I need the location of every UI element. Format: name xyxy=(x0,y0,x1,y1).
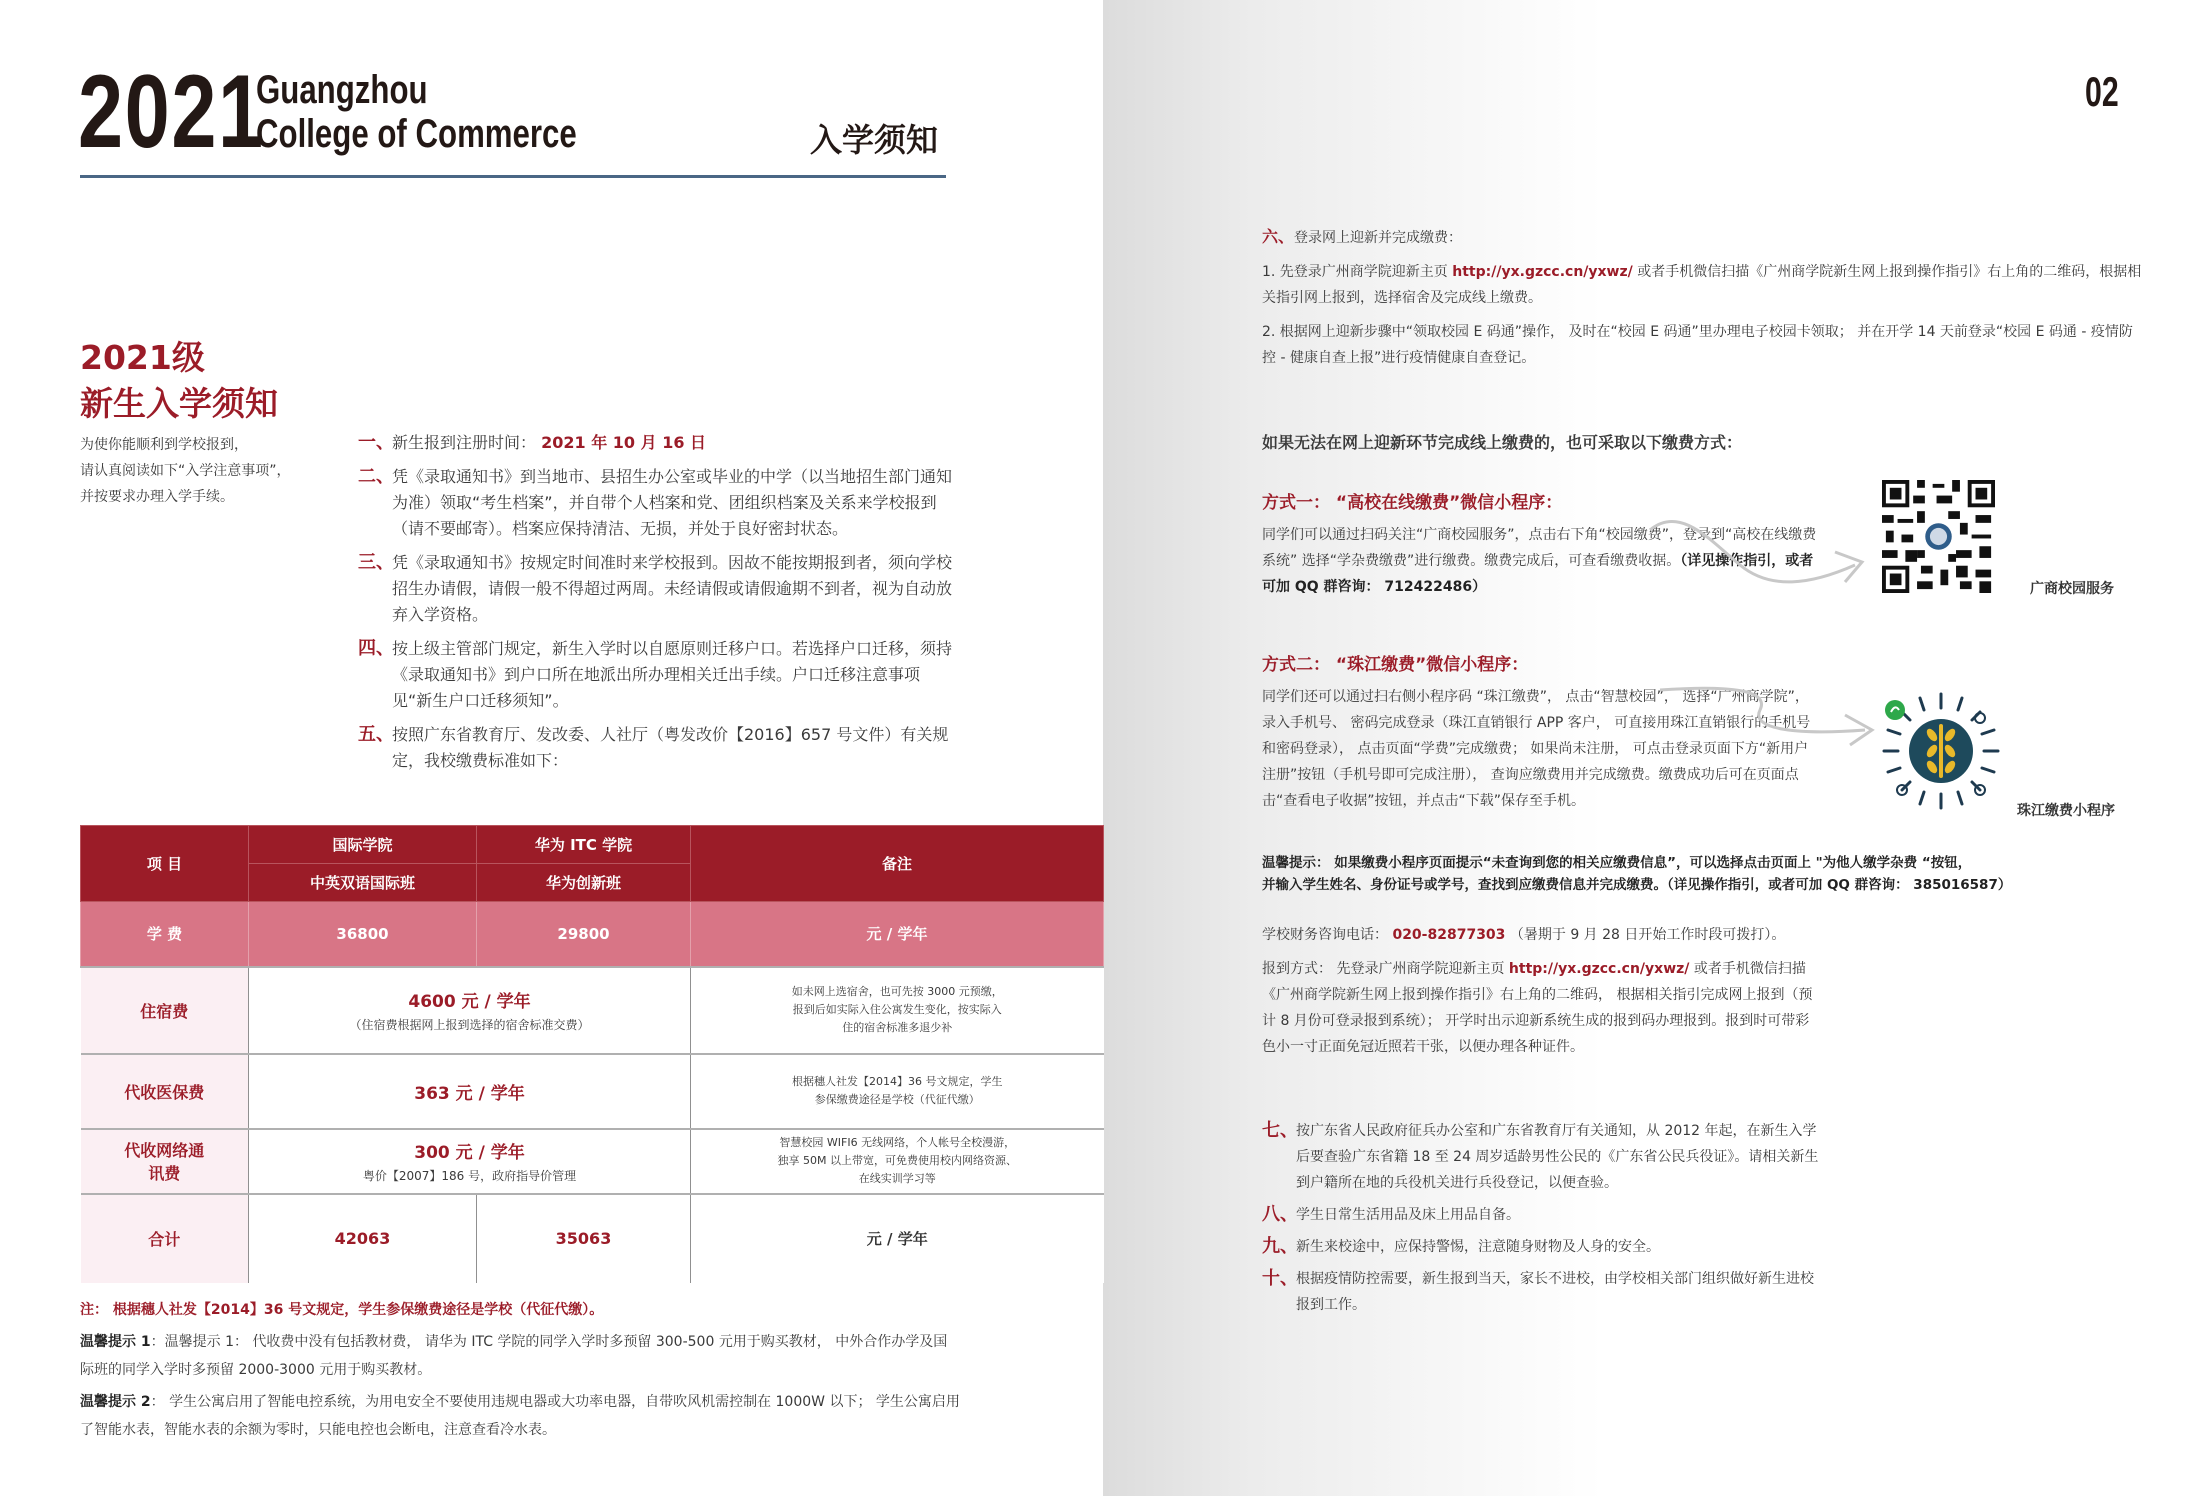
header-intl-class: 中英双语国际班 xyxy=(249,864,477,902)
finance-contact xyxy=(1262,922,1822,1060)
item-number: 十、 xyxy=(1262,1268,1298,1289)
row-label: 学 费 xyxy=(81,902,249,967)
remark-line: 参保缴费途径是学校（代征代缴） xyxy=(814,1093,980,1106)
notice-list-right xyxy=(1262,1118,1822,1324)
remark-line: 报到后如实际入住公寓发生变化，按实际入 xyxy=(792,1003,1002,1016)
list-item xyxy=(1262,1202,1822,1228)
qr-1-label: 广商校园服务 xyxy=(2030,581,2114,597)
dorm-amount: 4600 元 / 学年 xyxy=(408,992,531,1012)
network-sub: 粤价【2007】186 号，政府指导价管理 xyxy=(362,1169,577,1183)
table-row-tuition xyxy=(81,902,1104,967)
row-label: 住宿费 xyxy=(81,967,249,1054)
total-intl: 42063 xyxy=(249,1194,477,1283)
total-huawei: 35063 xyxy=(477,1194,691,1283)
intro-line: 并按要求办理入学手续。 xyxy=(80,489,234,505)
warm-tip-line: 并输入学生姓名、身份证号或学号，查找到应缴费信息并完成缴费。（详见操作指引，或者可加 QQ 群咨询： 385016587） xyxy=(1262,877,2012,893)
insurance-note: 注： 根据穗人社发【2014】36 号文规定，学生参保缴费途径是学校（代征代缴）。 xyxy=(80,1302,604,1318)
notice-list-left xyxy=(358,430,958,782)
intro-line: 为使你能顺利到学校报到， xyxy=(80,437,248,453)
item-number: 八、 xyxy=(1262,1204,1298,1225)
header-intl-college: 国际学院 xyxy=(249,826,477,864)
list-item xyxy=(1262,1266,1822,1318)
section-six xyxy=(1262,224,2142,371)
remark-line: 在线实训学习等 xyxy=(858,1172,936,1185)
phone-note: （暑期于 9 月 28 日开始工作时段可拨打）。 xyxy=(1505,927,1786,943)
title-line-2: 新生入学须知 xyxy=(80,384,278,423)
label-line: 讯费 xyxy=(148,1164,181,1183)
network-remark xyxy=(691,1129,1104,1194)
college-line-2: College of Commerce xyxy=(256,112,577,156)
network-amount-cell xyxy=(249,1129,691,1194)
item-number: 九、 xyxy=(1262,1236,1298,1257)
row-label: 合计 xyxy=(81,1194,249,1283)
header-remark: 备注 xyxy=(691,826,1104,902)
curved-arrow-icon xyxy=(1650,680,1890,760)
table-row-dorm xyxy=(81,967,1104,1054)
curved-arrow-icon xyxy=(1640,510,1880,600)
item-text: 新生报到注册时间： xyxy=(392,433,537,452)
list-item xyxy=(358,636,958,714)
item-number: 五、 xyxy=(358,724,394,745)
page-title xyxy=(80,335,278,427)
item-text: 凭《录取通知书》按规定时间准时来学校报到。因故不能按期报到者，须向学校招生办请假，请假一般不得超过两周。未经请假或请假逾期不到者，视为自动放弃入学资格。 xyxy=(392,553,953,624)
report-method xyxy=(1262,956,1822,1060)
remark-line: 智慧校园 WIFI6 无线网络，个人帐号全校漫游， xyxy=(779,1136,1016,1149)
tip-label: 温馨提示 2 xyxy=(80,1394,151,1410)
list-item xyxy=(358,430,958,456)
table-row-total xyxy=(81,1194,1104,1283)
tip-2 xyxy=(80,1388,960,1444)
table-footnotes xyxy=(80,1296,960,1448)
list-item xyxy=(1262,1118,1822,1196)
tip-text: ：温馨提示 1： 代收费中没有包括教材费， 请华为 ITC 学院的同学入学时多预留 300-500 元用于购买教材， 中外合作办学及国际班的同学入学时多预留 2000-3000 元用于购买教材。 xyxy=(80,1334,948,1378)
step-2: 2. 根据网上迎新步骤中“领取校园 E 码通”操作， 及时在“校园 E 码通”里办理电子校园卡领取； 并在开学 14 天前登录“校园 E 码通 - 疫情防控 - 健康自查上报”进行疫情健康自查登记。 xyxy=(1262,324,2133,366)
tuition-remark: 元 / 学年 xyxy=(691,902,1104,967)
method-text: 同学们可以通过扫码关注“广商校园服务”，点击右下角“校园缴费”，登录到“高校在线缴费系统” 选择“学杂费缴费”进行缴费。缴费完成后，可查看缴费收据。 xyxy=(1262,527,1817,569)
list-item xyxy=(358,464,958,542)
alt-payment-heading: 如果无法在网上迎新环节完成线上缴费的，也可采取以下缴费方式： xyxy=(1262,433,1743,452)
tip-text: ： 学生公寓启用了智能电控系统，为用电安全不要使用违规电器或大功率电器，自带吹风机需控制在 1000W 以下； 学生公寓启用了智能水表，智能水表的余额为零时，只能电控也会断电，注意查看冷水表。 xyxy=(80,1394,960,1438)
list-item xyxy=(358,722,958,774)
header-year: 2021 xyxy=(78,54,265,170)
header-item: 项 目 xyxy=(81,826,249,902)
finance-phone: 020-82877303 xyxy=(1392,927,1506,943)
table-header-row xyxy=(81,826,1104,864)
item-text: 按上级主管部门规定，新生入学时以自愿原则迁移户口。若选择户口迁移，须持《录取通知书》到户口所在地派出所办理相关迁出手续。户口迁移注意事项见“新生户口迁移须知”。 xyxy=(392,639,953,710)
section-title: 登录网上迎新并完成缴费： xyxy=(1294,230,1463,246)
qr-code-campus-service xyxy=(1882,480,1995,593)
item-number: 七、 xyxy=(1262,1120,1298,1141)
row-label xyxy=(81,1129,249,1194)
label-line: 代收网络通 xyxy=(124,1141,205,1160)
method-1-title: 方式一： “高校在线缴费”微信小程序： xyxy=(1262,493,1563,513)
medical-amount: 363 元 / 学年 xyxy=(414,1083,525,1104)
list-item xyxy=(358,550,958,628)
tuition-huawei: 29800 xyxy=(477,902,691,967)
item-text: 根据疫情防控需要，新生报到当天，家长不进校，由学校相关部门组织做好新生进校报到工作。 xyxy=(1296,1271,1814,1313)
tip-label: 温馨提示 1 xyxy=(80,1334,151,1350)
item-number: 四、 xyxy=(358,638,394,659)
report-text: 或者手机微信扫描《广州商学院新生网上报到操作指引》右上角的二维码， 根据相关指引完成网上报到（预计 8 月份可登录报到系统）； 开学时出示迎新系统生成的报到码办理报到。报到时可带彩色小一寸正面免冠近照若干张，以便办理各种证件。 xyxy=(1262,961,1813,1055)
medical-amount-cell xyxy=(249,1054,691,1129)
header-divider xyxy=(80,175,946,178)
tuition-intl: 36800 xyxy=(249,902,477,967)
qr-2-label: 珠江缴费小程序 xyxy=(2017,803,2115,819)
item-text: 按照广东省教育厅、发改委、人社厅（粤发改价【2016】657 号文件）有关规定，我校缴费标准如下： xyxy=(392,725,949,770)
dorm-amount-cell xyxy=(249,967,691,1054)
table-row-network xyxy=(81,1129,1104,1194)
intro-line: 请认真阅读如下“入学注意事项”， xyxy=(80,463,291,479)
item-text: 按广东省人民政府征兵办公室和广东省教育厅有关通知，从 2012 年起，在新生入学后要查验广东省籍 18 至 24 周岁适龄男性公民的《广东省公民兵役证》。请相关新生到户籍所在地的兵役机关进行兵役登记，以便查验。 xyxy=(1296,1123,1819,1191)
table-row-medical xyxy=(81,1054,1104,1129)
row-label: 代收医保费 xyxy=(81,1054,249,1129)
mini-program-code-zhujiang xyxy=(1880,690,2002,812)
enrollment-url-link[interactable]: http://yx.gzcc.cn/yxwz/ xyxy=(1452,264,1633,280)
fee-table xyxy=(80,825,1104,1283)
title-line-1: 2021级 xyxy=(80,338,205,377)
header-college-name xyxy=(256,68,577,156)
remark-line: 根据穗人社发【2014】36 号文规定，学生 xyxy=(792,1075,1003,1088)
step-text: 或者手机微信扫描《广州商学院新生网上报到操作指引》右上角的二维码，根据相关指引网上报到，选择宿舍及完成线上缴费。 xyxy=(1262,264,2142,306)
step-text: 1. 先登录广州商学院迎新主页 xyxy=(1262,264,1453,280)
item-text: 新生来校途中，应保持警惕，注意随身财物及人身的安全。 xyxy=(1296,1239,1660,1255)
registration-date: 2021 年 10 月 16 日 xyxy=(541,433,707,452)
item-number: 二、 xyxy=(358,466,394,487)
header-huawei-college: 华为 ITC 学院 xyxy=(477,826,691,864)
intro-text xyxy=(80,432,340,510)
mini-program-code-icon xyxy=(1880,690,2002,812)
header-section-title: 入学须知 xyxy=(810,121,939,159)
medical-remark xyxy=(691,1054,1104,1129)
qq-group-info: （详见操作指引，或者可加 QQ 群咨询： 712422486） xyxy=(1262,553,1814,595)
warm-tip xyxy=(1262,852,2202,896)
phone-label: 学校财务咨询电话： xyxy=(1262,927,1393,943)
item-text: 凭《录取通知书》到当地市、县招生办公室或毕业的中学（以当地招生部门通知为准）领取“考生档案”，并自带个人档案和党、团组织档案及关系来学校报到（请不要邮寄）。档案应保持清洁、无损，并处于良好密封状态。 xyxy=(392,467,953,538)
warm-tip-line: 温馨提示： 如果缴费小程序页面提示“未查询到您的相关应缴费信息”，可以选择点击页面上 "为他人缴学杂费 “按钮， xyxy=(1262,855,1972,871)
report-text: 报到方式： 先登录广州商学院迎新主页 xyxy=(1262,961,1509,977)
dorm-remark xyxy=(691,967,1104,1054)
dorm-sub: （住宿费根据网上报到选择的宿舍标准交费） xyxy=(349,1018,590,1032)
item-number: 三、 xyxy=(358,552,394,573)
item-number: 六、 xyxy=(1262,227,1295,246)
page-number: 02 xyxy=(2085,68,2119,115)
list-item xyxy=(1262,1234,1822,1260)
remark-line: 独享 50M 以上带宽，可免费使用校内网络资源、 xyxy=(777,1154,1017,1167)
tip-1 xyxy=(80,1328,960,1384)
step-1 xyxy=(1262,259,2142,311)
item-number: 一、 xyxy=(358,432,394,453)
remark-line: 如未网上选宿舍，也可先按 3000 元预缴， xyxy=(791,985,1003,998)
method-2-text: 同学们还可以通过扫右侧小程序码 “珠江缴费”， 点击“智慧校园”， 选择“广州商学院”， 录入手机号、 密码完成登录（珠江直销银行 APP 客户， 可直接用珠江直销银行的手机号和密码登录）， 点击页面“学费”完成缴费； 如果尚未注册， 可点击登录页面下方“新用户注册”按钮（手机号即可完成注册）， 查询应缴费用并完成缴费。缴费成功后可在页面点击“查看电子收据”按钮，并点击“下载”保存至手机。 xyxy=(1262,689,1811,809)
total-remark: 元 / 学年 xyxy=(691,1194,1104,1283)
header-huawei-class: 华为创新班 xyxy=(477,864,691,902)
item-text: 学生日常生活用品及床上用品自备。 xyxy=(1296,1207,1520,1223)
college-line-1: Guangzhou xyxy=(256,68,428,112)
report-url-link[interactable]: http://yx.gzcc.cn/yxwz/ xyxy=(1508,961,1690,977)
method-2-title: 方式二： “珠江缴费”微信小程序： xyxy=(1262,655,1529,675)
remark-line: 住的宿舍标准多退少补 xyxy=(842,1021,953,1034)
qr-code-icon xyxy=(1882,480,1995,593)
network-amount: 300 元 / 学年 xyxy=(414,1143,525,1163)
